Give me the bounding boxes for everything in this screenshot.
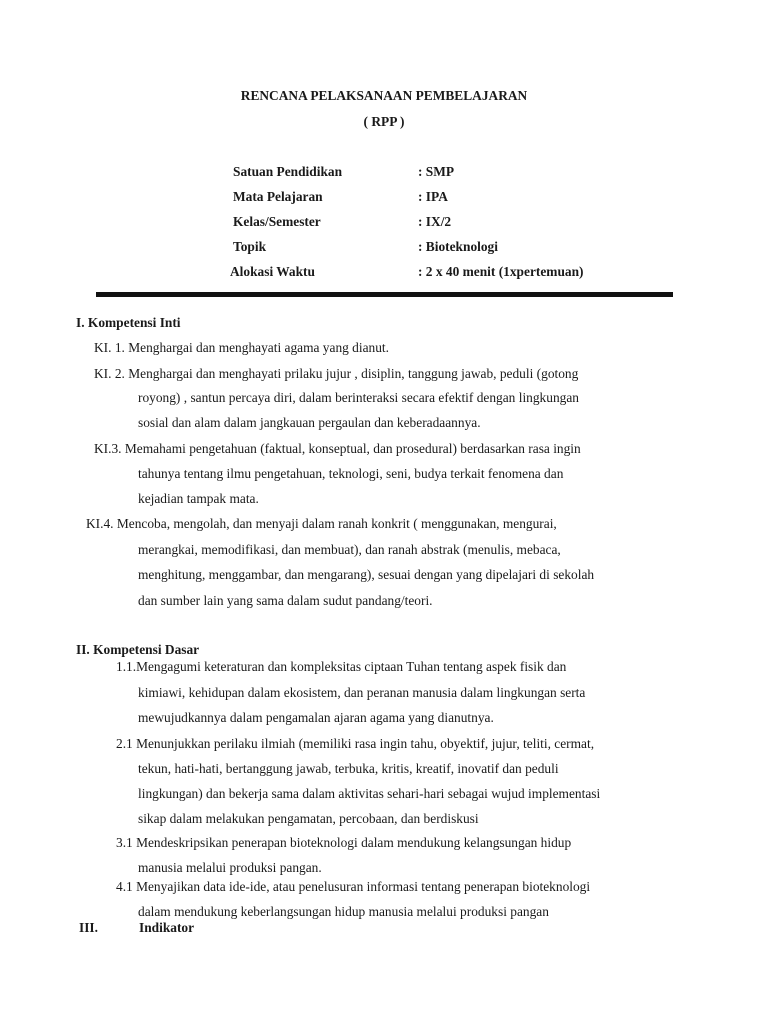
text-line: merangkai, memodifikasi, dan membuat), dan ranah abstrak (menulis, mebaca, bbox=[138, 542, 561, 557]
text-line: KI. 1. Menghargai dan menghayati agama yang dianut. bbox=[94, 340, 389, 355]
section-heading: I. Kompetensi Inti bbox=[76, 315, 181, 330]
text-line: menghitung, menggambar, dan mengarang), sesuai dengan yang dipelajari di sekolah bbox=[138, 567, 595, 582]
identity-label: Satuan Pendidikan bbox=[233, 164, 343, 179]
section-heading: Indikator bbox=[139, 920, 195, 935]
identity-value: : Bioteknologi bbox=[418, 239, 498, 254]
text-line: KI. 2. Menghargai dan menghayati prilaku jujur , disiplin, tanggung jawab, peduli (gotong bbox=[94, 366, 579, 381]
identity-value: : IPA bbox=[418, 189, 448, 204]
text-line: kimiawi, kehidupan dalam ekosistem, dan peranan manusia dalam lingkungan serta bbox=[138, 685, 586, 700]
text-line: royong) , santun percaya diri, dalam berinteraksi secara efektif dengan lingkungan bbox=[138, 390, 579, 405]
identity-label: Alokasi Waktu bbox=[230, 264, 315, 279]
text-line: tekun, hati-hati, bertanggung jawab, terbuka, kritis, kreatif, inovatif dan peduli bbox=[138, 761, 559, 776]
document-subtitle: ( RPP ) bbox=[363, 114, 405, 129]
identity-value: : SMP bbox=[418, 164, 455, 179]
section-heading: II. Kompetensi Dasar bbox=[76, 642, 200, 657]
text-line: dalam mendukung keberlangsungan hidup manusia melalui produksi pangan bbox=[138, 904, 549, 919]
document-title: RENCANA PELAKSANAAN PEMBELAJARAN bbox=[240, 88, 528, 103]
text-line: 2.1 Menunjukkan perilaku ilmiah (memiliki rasa ingin tahu, obyektif, jujur, teliti, cermat, bbox=[116, 736, 595, 751]
text-line: sosial dan alam dalam jangkauan pergaulan dan keberadaannya. bbox=[138, 415, 481, 430]
text-line: 4.1 Menyajikan data ide-ide, atau penelusuran informasi tentang penerapan bioteknologi bbox=[116, 879, 591, 894]
text-line: lingkungan) dan bekerja sama dalam aktivitas sehari-hari sebagai wujud implementasi bbox=[138, 786, 601, 801]
text-line: kejadian tampak mata. bbox=[138, 491, 259, 506]
text-line: 3.1 Mendeskripsikan penerapan bioteknologi dalam mendukung kelangsungan hidup bbox=[116, 835, 572, 850]
text-line: 1.1.Mengagumi keteraturan dan kompleksitas ciptaan Tuhan tentang aspek fisik dan bbox=[116, 659, 567, 674]
identity-value: : IX/2 bbox=[418, 214, 452, 229]
identity-label: Mata Pelajaran bbox=[233, 189, 323, 204]
identity-label: Topik bbox=[233, 239, 267, 254]
header-divider bbox=[96, 292, 673, 297]
text-line: tahunya tentang ilmu pengetahuan, teknologi, seni, budya terkait fenomena dan bbox=[138, 466, 564, 481]
text-line: mewujudkannya dalam pengamalan ajaran agama yang dianutnya. bbox=[138, 710, 494, 725]
identity-label: Kelas/Semester bbox=[233, 214, 321, 229]
text-line: KI.4. Mencoba, mengolah, dan menyaji dalam ranah konkrit ( menggunakan, mengurai, bbox=[86, 516, 557, 531]
text-line: dan sumber lain yang sama dalam sudut pandang/teori. bbox=[138, 593, 433, 608]
text-line: sikap dalam melakukan pengamatan, percobaan, dan berdiskusi bbox=[138, 811, 479, 826]
text-line: manusia melalui produksi pangan. bbox=[138, 860, 322, 875]
text-line: KI.3. Memahami pengetahuan (faktual, konseptual, dan prosedural) berdasarkan rasa ingin bbox=[94, 441, 581, 456]
section-number: III. bbox=[79, 920, 98, 935]
identity-value: : 2 x 40 menit (1xpertemuan) bbox=[418, 264, 584, 279]
